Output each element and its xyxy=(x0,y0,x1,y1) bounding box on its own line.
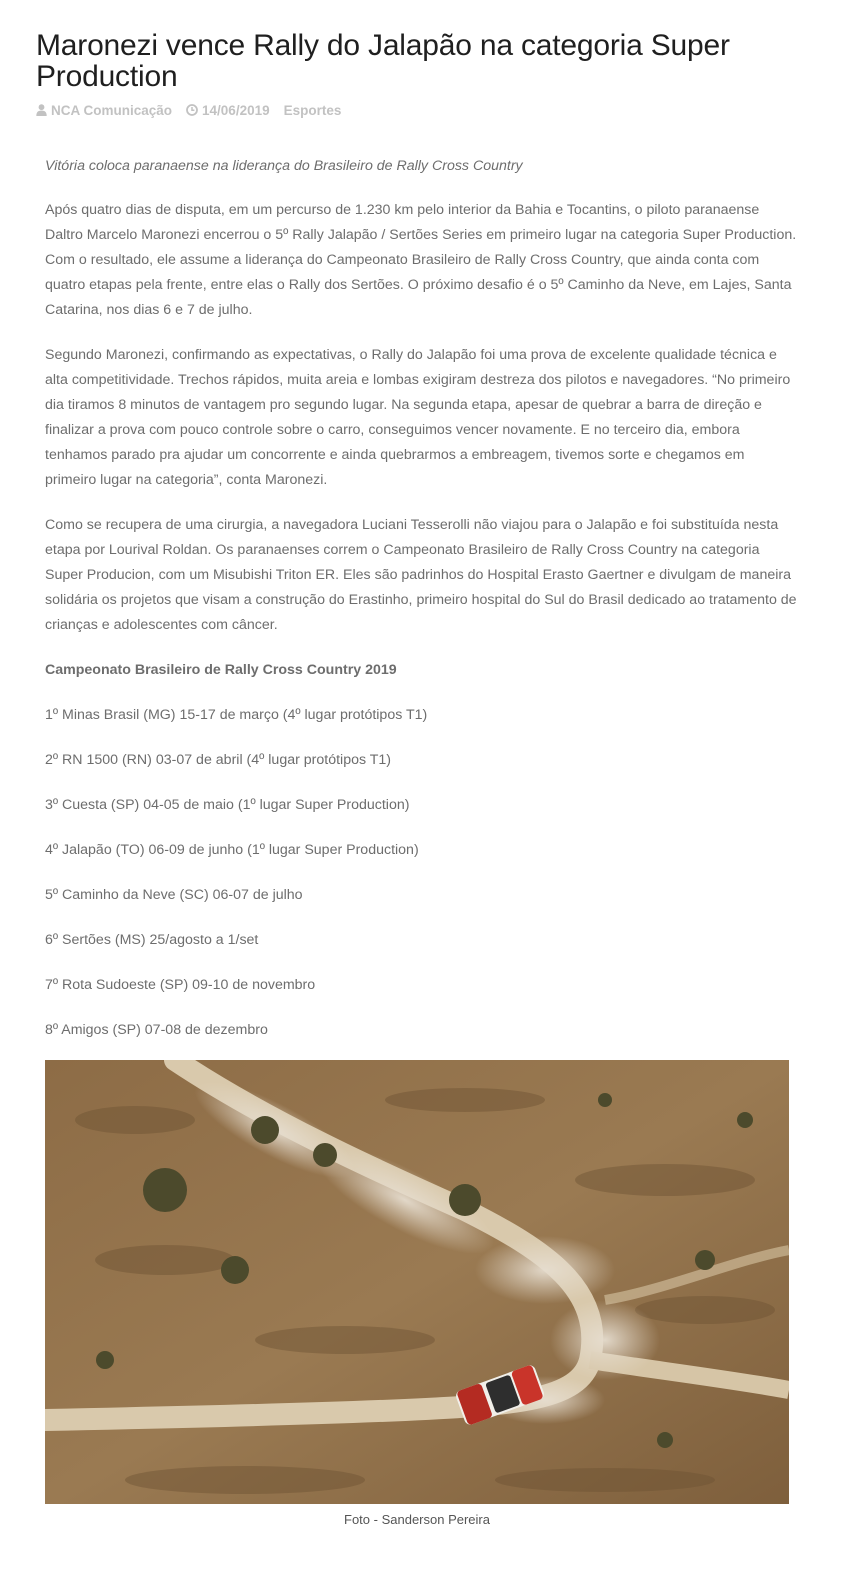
clock-icon xyxy=(186,104,198,116)
paragraph: Como se recupera de uma cirurgia, a navegadora Luciani Tesserolli não viajou para o Jalapão e foi substituída nesta etapa por Lourival Roldan. Os paranaenses correm o Campeonato Brasileiro de Rally Cross Country na categoria Super Producion, com um Misubishi Triton ER. Eles são padrinhos do Hospital Erasto Gaertner e divulgam de maneira solidária os projetos que visam a construção do Erastinho, primeiro hospital do Sul do Brasil dedicado ao tratamento de crianças e adolescentes com câncer. xyxy=(45,517,797,633)
paragraph: Segundo Maronezi, confirmando as expectativas, o Rally do Jalapão foi uma prova de excelente qualidade técnica e alta competitividade. Trechos rápidos, muita areia e lombas exigiram destreza dos pilotos e navegadores. “No primeiro dia tiramos 8 minutos de vantagem pro segundo lugar. Na segunda etapa, apesar de quebrar a barra de direção e finalizar a prova com pouco controle sobre o carro, conseguimos vencer novamente. E no terceiro dia, embora tenhamos parado pra ajudar um concorrente e ainda quebrarmos a embreagem, tivemos sorte e chegamos em primeiro lugar na categoria”, conta Maronezi. xyxy=(45,347,791,488)
rally-photo-image xyxy=(45,1060,789,1504)
author-name: NCA Comunicação xyxy=(51,102,173,118)
paragraph: Após quatro dias de disputa, em um percurso de 1.230 km pelo interior da Bahia e Tocantins, o piloto paranaense Daltro Marcelo Maronezi encerrou o 5º Rally Jalapão / Sertões Series em primeiro lugar na categoria Super Production. Com o resultado, ele assume a liderança do Campeonato Brasileiro de Rally Cross Country, que ainda conta com quatro etapas pela frente, entre elas o Rally dos Sertões. O próximo desafio é o 5º Caminho da Neve, em Lajes, Santa Catarina, nos dias 6 e 7 de julho. xyxy=(45,202,797,318)
article-body xyxy=(45,154,797,1063)
user-icon xyxy=(36,104,47,116)
calendar-item: 1º Minas Brasil (MG) 15-17 de março (4º lugar protótipos T1) xyxy=(45,707,428,723)
calendar-item: 3º Cuesta (SP) 04-05 de maio (1º lugar Super Production) xyxy=(45,797,410,813)
calendar-title: Campeonato Brasileiro de Rally Cross Country 2019 xyxy=(45,662,397,678)
calendar-item: 4º Jalapão (TO) 06-09 de junho (1º lugar Super Production) xyxy=(45,842,419,858)
article-title: Maronezi vence Rally do Jalapão na categoria Super Production xyxy=(36,29,730,93)
calendar-item: 8º Amigos (SP) 07-08 de dezembro xyxy=(45,1022,268,1038)
post-date xyxy=(186,103,270,118)
photo-caption: Foto - Sanderson Pereira xyxy=(344,1512,490,1527)
calendar-item: 7º Rota Sudoeste (SP) 09-10 de novembro xyxy=(45,977,316,993)
calendar-item: 6º Sertões (MS) 25/agosto a 1/set xyxy=(45,932,259,948)
calendar-item: 5º Caminho da Neve (SC) 06-07 de julho xyxy=(45,887,303,903)
category-link[interactable]: Esportes xyxy=(283,102,342,118)
author-link[interactable] xyxy=(36,103,172,118)
article-subtitle: Vitória coloca paranaense na liderança do Brasileiro de Rally Cross Country xyxy=(45,158,523,174)
article-meta xyxy=(36,101,355,119)
calendar-item: 2º RN 1500 (RN) 03-07 de abril (4º lugar protótipos T1) xyxy=(45,752,392,768)
article-photo[interactable] xyxy=(45,1060,789,1504)
date-text: 14/06/2019 xyxy=(202,102,270,118)
